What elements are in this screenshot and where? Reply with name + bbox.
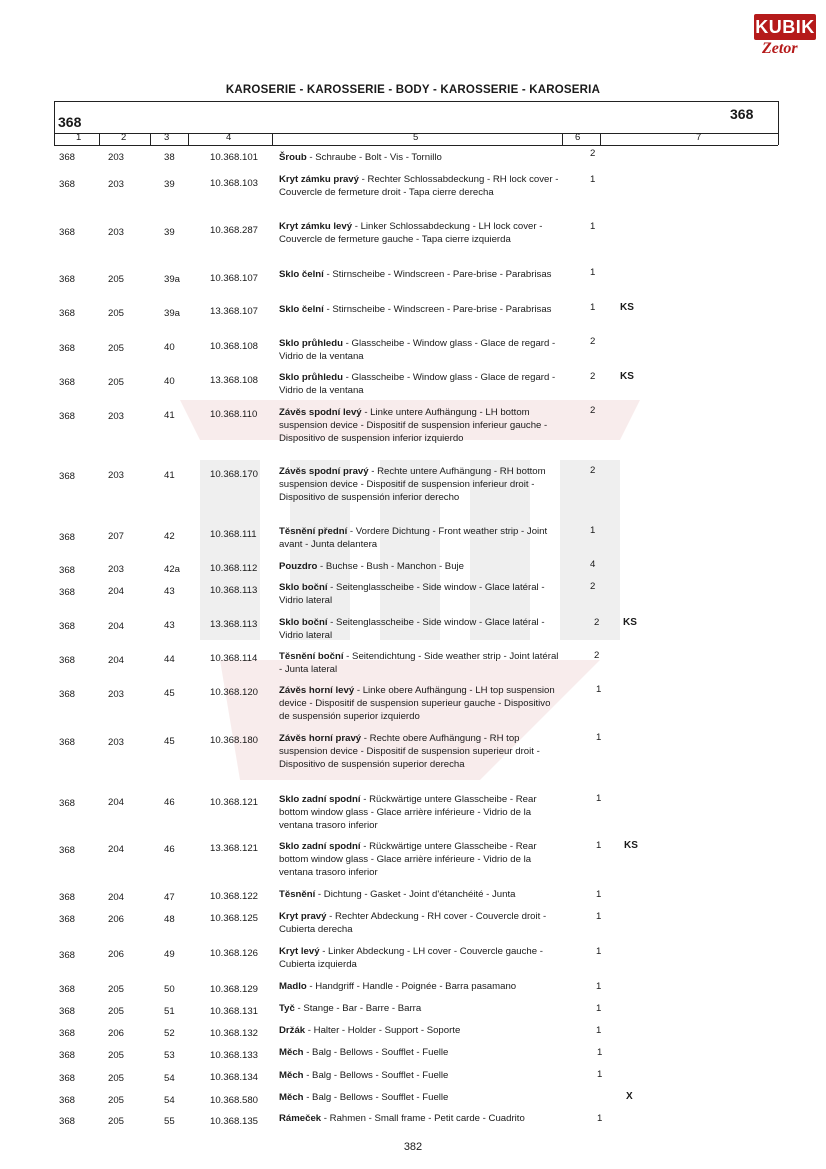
- cell-part-number: 10.368.170: [210, 469, 259, 480]
- part-translations: - Balg - Bellows - Soufflet - Fuelle: [303, 1047, 449, 1058]
- cell-part-number: 10.368.114: [210, 653, 258, 664]
- section-number-left: 368: [58, 114, 82, 130]
- column-number-5: 5: [413, 132, 419, 143]
- part-translations: - Rechter Abdeckung - RH cover - Couvercle droit - Cubierta derecha: [279, 911, 547, 935]
- cell-quantity: 2: [590, 465, 596, 476]
- cell-quantity: 1: [597, 1047, 603, 1058]
- cell-position: 43: [164, 586, 175, 597]
- cell-part-number: 10.368.107: [210, 273, 259, 284]
- cell-position: 44: [164, 654, 175, 665]
- cell-description: [279, 732, 561, 771]
- cell-position: 46: [164, 797, 175, 808]
- cell-description: [279, 303, 561, 316]
- cell-part-number: 10.368.180: [210, 735, 259, 746]
- column-separator: [272, 133, 273, 145]
- cell-quantity: 2: [590, 336, 596, 347]
- cell-description: [279, 1112, 561, 1125]
- cell-group: 368: [59, 587, 76, 598]
- cell-subgroup: 207: [108, 531, 125, 542]
- part-name: Sklo zadní spodní: [279, 794, 361, 805]
- part-name: Kryt levý: [279, 946, 320, 957]
- cell-note: KS: [620, 302, 634, 313]
- cell-group: 368: [59, 532, 76, 543]
- cell-group: 368: [59, 1050, 76, 1061]
- part-translations: - Rahmen - Small frame - Petit carde - Cuadrito: [321, 1113, 525, 1124]
- cell-description: [279, 910, 561, 936]
- cell-subgroup: 205: [108, 1006, 125, 1017]
- cell-position: 54: [164, 1095, 175, 1106]
- cell-position: 41: [164, 410, 175, 421]
- cell-subgroup: 204: [108, 844, 125, 855]
- cell-quantity: 1: [596, 981, 602, 992]
- cell-position: 39a: [164, 274, 181, 285]
- cell-quantity: 2: [590, 371, 596, 382]
- part-name: Sklo boční: [279, 617, 328, 628]
- part-name: Těsnění boční: [279, 651, 344, 662]
- cell-group: 368: [59, 227, 76, 238]
- cell-group: 368: [59, 689, 76, 700]
- cell-group: 368: [59, 798, 76, 809]
- cell-description: [279, 465, 561, 504]
- cell-group: 368: [59, 737, 76, 748]
- cell-part-number: 10.368.129: [210, 984, 259, 995]
- header-top-rule: [54, 101, 778, 102]
- cell-subgroup: 206: [108, 914, 125, 925]
- cell-quantity: 1: [590, 221, 596, 232]
- part-name: Kryt zámku pravý: [279, 174, 359, 185]
- cell-group: 368: [59, 274, 76, 285]
- column-separator: [188, 133, 189, 145]
- cell-group: 368: [59, 1006, 76, 1017]
- cell-description: [279, 650, 561, 676]
- cell-group: 368: [59, 1073, 76, 1084]
- cell-quantity: 1: [590, 267, 596, 278]
- cell-quantity: 1: [597, 1113, 603, 1124]
- part-translations: - Vordere Dichtung - Front weather strip - Joint avant - Junta delantera: [279, 526, 548, 550]
- cell-group: 368: [59, 892, 76, 903]
- cell-subgroup: 205: [108, 343, 125, 354]
- cell-position: 53: [164, 1050, 175, 1061]
- cell-subgroup: 205: [108, 1095, 125, 1106]
- cell-group: 368: [59, 565, 76, 576]
- part-translations: - Schraube - Bolt - Vis - Tornillo: [306, 152, 442, 163]
- cell-subgroup: 204: [108, 586, 125, 597]
- cell-description: [279, 525, 561, 551]
- cell-quantity: 2: [594, 617, 600, 628]
- column-separator: [99, 133, 100, 145]
- cell-note: KS: [624, 840, 638, 851]
- column-separator: [600, 133, 601, 145]
- cell-quantity: 2: [594, 650, 600, 661]
- cell-position: 51: [164, 1006, 175, 1017]
- cell-position: 47: [164, 892, 175, 903]
- cell-description: [279, 337, 561, 363]
- cell-quantity: 2: [590, 405, 596, 416]
- cell-part-number: 10.368.112: [210, 563, 258, 574]
- cell-group: 368: [59, 1116, 76, 1127]
- cell-position: 42a: [164, 564, 181, 575]
- cell-quantity: 1: [590, 174, 596, 185]
- cell-description: [279, 1091, 561, 1104]
- cell-part-number: 10.368.580: [210, 1095, 259, 1106]
- cell-quantity: 1: [596, 684, 602, 695]
- part-translations: - Halter - Holder - Support - Soporte: [305, 1025, 461, 1036]
- part-name: Sklo čelní: [279, 269, 324, 280]
- part-name: Kryt pravý: [279, 911, 327, 922]
- cell-part-number: 10.368.108: [210, 341, 259, 352]
- column-separator: [562, 133, 563, 145]
- part-name: Měch: [279, 1092, 304, 1103]
- part-name: Závěs horní pravý: [279, 733, 362, 744]
- cell-quantity: 1: [590, 525, 596, 536]
- part-name: Kryt zámku levý: [279, 221, 353, 232]
- cell-part-number: 13.368.108: [210, 375, 259, 386]
- part-translations: - Balg - Bellows - Soufflet - Fuelle: [303, 1070, 449, 1081]
- cell-description: [279, 888, 561, 901]
- cell-description: [279, 560, 561, 573]
- cell-part-number: 10.368.287: [210, 225, 259, 236]
- part-translations: - Seitenglasscheibe - Side window - Glace latéral - Vidrio lateral: [279, 617, 545, 641]
- cell-group: 368: [59, 343, 76, 354]
- cell-description: [279, 1069, 561, 1082]
- part-name: Rámeček: [279, 1113, 322, 1124]
- part-translations: - Glasscheibe - Window glass - Glace de regard - Vidrio de la ventana: [279, 372, 556, 396]
- cell-group: 368: [59, 845, 76, 856]
- cell-part-number: 10.368.122: [210, 891, 259, 902]
- part-translations: - Stange - Bar - Barre - Barra: [294, 1003, 422, 1014]
- cell-part-number: 13.368.107: [210, 306, 259, 317]
- cell-description: [279, 1046, 561, 1059]
- cell-part-number: 10.368.135: [210, 1116, 259, 1127]
- cell-position: 40: [164, 376, 175, 387]
- cell-part-number: 10.368.110: [210, 409, 258, 420]
- cell-subgroup: 205: [108, 308, 125, 319]
- cell-subgroup: 204: [108, 621, 125, 632]
- part-translations: - Dichtung - Gasket - Joint d'étanchéité - Junta: [315, 889, 516, 900]
- cell-subgroup: 205: [108, 1116, 125, 1127]
- cell-subgroup: 205: [108, 984, 125, 995]
- cell-quantity: 1: [596, 1025, 602, 1036]
- part-translations: - Rechter Schlossabdeckung - RH lock cover - Couvercle de fermeture droit - Tapa cierre derecha: [279, 174, 559, 198]
- header-right-rule: [778, 101, 779, 145]
- cell-position: 43: [164, 620, 175, 631]
- cell-quantity: 1: [596, 889, 602, 900]
- cell-subgroup: 205: [108, 1073, 125, 1084]
- cell-description: [279, 980, 561, 993]
- section-number-right: 368: [730, 106, 754, 122]
- header-bottom-rule: [54, 145, 778, 146]
- cell-quantity: 1: [596, 840, 602, 851]
- cell-part-number: 10.368.126: [210, 948, 259, 959]
- part-name: Těsnění: [279, 889, 316, 900]
- cell-subgroup: 206: [108, 1028, 125, 1039]
- column-number-3: 3: [164, 132, 170, 143]
- cell-part-number: 10.368.125: [210, 913, 259, 924]
- cell-group: 368: [59, 1095, 76, 1106]
- part-translations: - Seitenglasscheibe - Side window - Glace latéral - Vidrio lateral: [279, 582, 545, 606]
- column-number-4: 4: [226, 132, 232, 143]
- part-translations: - Rückwärtige untere Glasscheibe - Rear bottom window glass - Glace arrière inférieure - Vidrio de la ventana trasoro inferior: [279, 794, 537, 831]
- cell-description: [279, 406, 561, 445]
- cell-position: 39: [164, 179, 175, 190]
- cell-position: 45: [164, 736, 175, 747]
- cell-description: [279, 1024, 561, 1037]
- cell-subgroup: 203: [108, 470, 125, 481]
- cell-position: 46: [164, 844, 175, 855]
- cell-part-number: 10.368.133: [210, 1050, 259, 1061]
- cell-group: 368: [59, 308, 76, 319]
- brand-logo-text: KUBIK: [755, 17, 815, 37]
- cell-position: 48: [164, 914, 175, 925]
- cell-quantity: 1: [596, 793, 602, 804]
- column-number-6: 6: [575, 132, 581, 143]
- part-translations: - Rechte obere Aufhängung - RH top suspension device - Dispositif de suspension superieur droit - Dispositivo de suspensión superior derecha: [279, 733, 540, 770]
- brand-logo: [754, 14, 818, 66]
- cell-quantity: 4: [590, 559, 596, 570]
- page-number: 382: [403, 1141, 423, 1153]
- cell-subgroup: 204: [108, 655, 125, 666]
- cell-description: [279, 220, 561, 246]
- cell-position: 39a: [164, 308, 181, 319]
- cell-position: 40: [164, 342, 175, 353]
- part-translations: - Linker Schlossabdeckung - LH lock cover - Couvercle de fermeture gauche - Tapa cierre izquierda: [279, 221, 543, 245]
- cell-subgroup: 205: [108, 377, 125, 388]
- brand-logo-subtext: Zetor: [762, 40, 798, 57]
- column-number-2: 2: [121, 132, 127, 143]
- header-left-rule: [54, 101, 55, 145]
- cell-position: 38: [164, 152, 175, 163]
- part-name: Sklo boční: [279, 582, 328, 593]
- cell-subgroup: 203: [108, 227, 125, 238]
- cell-subgroup: 206: [108, 949, 125, 960]
- cell-description: [279, 616, 561, 642]
- cell-subgroup: 203: [108, 179, 125, 190]
- cell-group: 368: [59, 179, 76, 190]
- part-name: Těsnění přední: [279, 526, 348, 537]
- cell-position: 42: [164, 531, 175, 542]
- cell-subgroup: 203: [108, 689, 125, 700]
- cell-note: KS: [620, 371, 634, 382]
- part-name: Sklo průhledu: [279, 338, 343, 349]
- cell-subgroup: 203: [108, 737, 125, 748]
- part-translations: - Balg - Bellows - Soufflet - Fuelle: [303, 1092, 449, 1103]
- part-translations: - Buchse - Bush - Manchon - Buje: [317, 561, 465, 572]
- cell-part-number: 10.368.131: [210, 1006, 259, 1017]
- part-translations: - Seitendichtung - Side weather strip - Joint latéral - Junta lateral: [279, 651, 559, 675]
- part-translations: - Linke obere Aufhängung - LH top suspension device - Dispositif de suspension superieur gauche - Dispositivo de suspensión superior izquierdo: [279, 685, 555, 722]
- cell-description: [279, 840, 561, 879]
- cell-subgroup: 205: [108, 1050, 125, 1061]
- cell-subgroup: 204: [108, 892, 125, 903]
- cell-description: [279, 151, 561, 164]
- part-name: Závěs horní levý: [279, 685, 355, 696]
- part-translations: - Linker Abdeckung - LH cover - Couvercle gauche - Cubierta izquierda: [279, 946, 543, 970]
- part-translations: - Rückwärtige untere Glasscheibe - Rear bottom window glass - Glace arrière inférieure - Vidrio de la ventana trasoro inferior: [279, 841, 537, 878]
- column-number-1: 1: [76, 132, 82, 143]
- cell-part-number: 13.368.121: [210, 843, 259, 854]
- page-title: KAROSERIE - KAROSSERIE - BODY - KAROSSERIE - KAROSERIA: [225, 84, 601, 96]
- cell-subgroup: 203: [108, 152, 125, 163]
- cell-quantity: 1: [597, 1069, 603, 1080]
- part-translations: - Rechte untere Aufhängung - RH bottom suspension device - Dispositif de suspension inferieur droit - Dispositivo de suspensión inferior derecho: [279, 466, 546, 503]
- cell-description: [279, 684, 561, 723]
- cell-position: 39: [164, 227, 175, 238]
- part-name: Pouzdro: [279, 561, 318, 572]
- part-name: Sklo průhledu: [279, 372, 343, 383]
- cell-description: [279, 268, 561, 281]
- cell-part-number: 10.368.121: [210, 797, 259, 808]
- cell-part-number: 10.368.111: [210, 529, 257, 540]
- cell-position: 54: [164, 1073, 175, 1084]
- cell-group: 368: [59, 984, 76, 995]
- cell-part-number: 10.368.103: [210, 178, 259, 189]
- part-name: Měch: [279, 1047, 304, 1058]
- cell-quantity: 1: [590, 302, 596, 313]
- cell-subgroup: 205: [108, 274, 125, 285]
- cell-subgroup: 203: [108, 411, 125, 422]
- cell-quantity: 1: [596, 732, 602, 743]
- cell-group: 368: [59, 914, 76, 925]
- cell-description: [279, 173, 561, 199]
- part-name: Držák: [279, 1025, 306, 1036]
- part-translations: - Linke untere Aufhängung - LH bottom suspension device - Dispositif de suspension inferieur gauche - Dispositivo de suspension inferior izquierdo: [279, 407, 548, 444]
- cell-subgroup: 203: [108, 564, 125, 575]
- cell-group: 368: [59, 471, 76, 482]
- part-name: Závěs spodní levý: [279, 407, 362, 418]
- part-name: Tyč: [279, 1003, 295, 1014]
- cell-part-number: 10.368.120: [210, 687, 259, 698]
- cell-quantity: 1: [596, 946, 602, 957]
- cell-position: 49: [164, 949, 175, 960]
- cell-note: KS: [623, 617, 637, 628]
- cell-description: [279, 1002, 561, 1015]
- part-name: Sklo zadní spodní: [279, 841, 361, 852]
- cell-subgroup: 204: [108, 797, 125, 808]
- part-name: Madlo: [279, 981, 307, 992]
- cell-position: 52: [164, 1028, 175, 1039]
- cell-quantity: 1: [596, 1003, 602, 1014]
- cell-part-number: 13.368.113: [210, 619, 258, 630]
- cell-part-number: 10.368.113: [210, 585, 258, 596]
- cell-part-number: 10.368.101: [210, 152, 259, 163]
- cell-position: 45: [164, 688, 175, 699]
- cell-position: 50: [164, 984, 175, 995]
- cell-description: [279, 945, 561, 971]
- cell-quantity: 2: [590, 148, 596, 159]
- cell-group: 368: [59, 1028, 76, 1039]
- cell-note: X: [626, 1091, 633, 1102]
- part-name: Závěs spodní pravý: [279, 466, 369, 477]
- cell-group: 368: [59, 377, 76, 388]
- cell-group: 368: [59, 950, 76, 961]
- part-name: Měch: [279, 1070, 304, 1081]
- cell-description: [279, 581, 561, 607]
- part-name: Sklo čelní: [279, 304, 324, 315]
- cell-description: [279, 371, 561, 397]
- cell-position: 55: [164, 1116, 175, 1127]
- cell-group: 368: [59, 152, 76, 163]
- part-translations: - Handgriff - Handle - Poignée - Barra pasamano: [306, 981, 517, 992]
- column-separator: [150, 133, 151, 145]
- column-number-7: 7: [696, 132, 702, 143]
- part-translations: - Stirnscheibe - Windscreen - Pare-brise - Parabrisas: [323, 269, 552, 280]
- cell-quantity: 2: [590, 581, 596, 592]
- part-translations: - Stirnscheibe - Windscreen - Pare-brise - Parabrisas: [323, 304, 552, 315]
- cell-group: 368: [59, 655, 76, 666]
- cell-part-number: 10.368.134: [210, 1072, 259, 1083]
- cell-description: [279, 793, 561, 832]
- part-translations: - Glasscheibe - Window glass - Glace de regard - Vidrio de la ventana: [279, 338, 556, 362]
- cell-group: 368: [59, 411, 76, 422]
- cell-group: 368: [59, 621, 76, 632]
- cell-quantity: 1: [596, 911, 602, 922]
- cell-part-number: 10.368.132: [210, 1028, 259, 1039]
- part-name: Šroub: [279, 152, 307, 163]
- cell-position: 41: [164, 470, 175, 481]
